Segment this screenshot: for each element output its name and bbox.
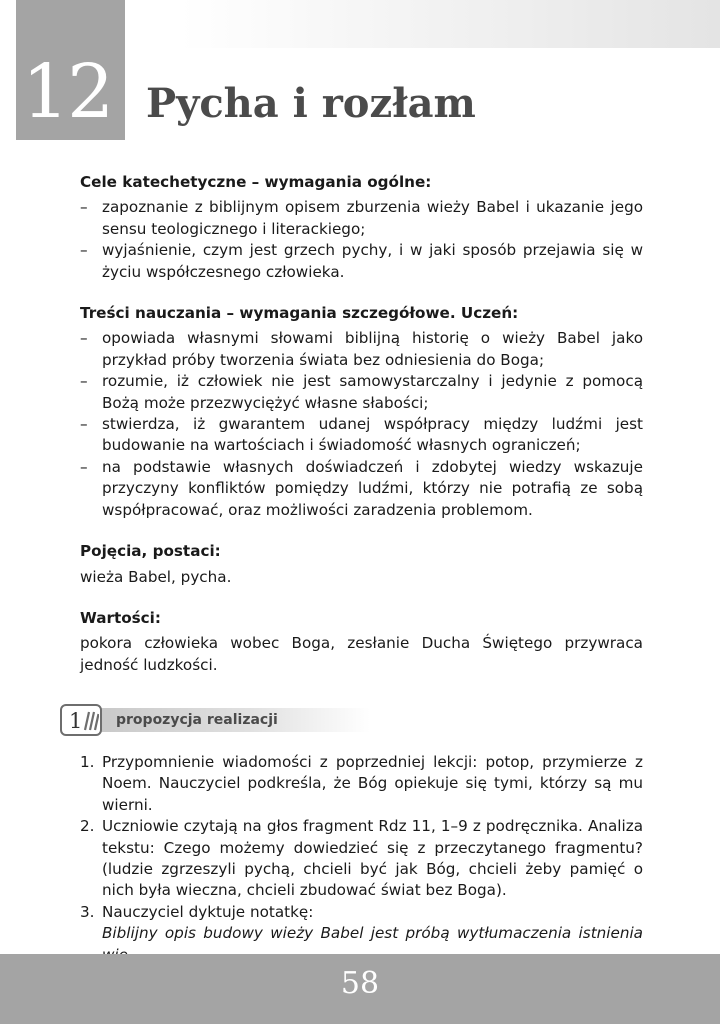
- list-item: – rozumie, iż człowiek nie jest samowystarczalny i jedynie z pomocą Bożą może przezwyciężyć własne słabości;: [80, 371, 643, 414]
- step-number: 1.: [80, 753, 95, 771]
- chapter-title: Pycha i rozłam: [146, 80, 476, 127]
- step-item: [80, 752, 643, 816]
- step-text: Przypomnienie wiadomości z poprzedniej lekcji: potop, przymierze z Noem. Nauczyciel podkreśla, że Bóg opiekuje się tymi, którzy są mu wierni.: [102, 753, 643, 814]
- note-text: Biblijny opis budowy wieży Babel jest próbą wytłumaczenia istnienia: [102, 924, 643, 943]
- steps-list: [80, 752, 643, 966]
- lesson-content: [80, 172, 643, 696]
- step-item: [80, 816, 643, 902]
- values-section: [80, 608, 643, 676]
- content-heading: Treści nauczania – wymagania szczegółowe. Uczeń:: [80, 304, 519, 323]
- content-list: [80, 328, 643, 521]
- goals-section: [80, 172, 643, 283]
- proposal-number: 1: [69, 709, 83, 733]
- chapter-number: 12: [22, 49, 113, 135]
- list-item: – opowiada własnymi słowami biblijną historię o wieży Babel jako przykład próby tworzenia świata bez odniesienia do Boga;: [80, 328, 643, 371]
- list-item: – na podstawie własnych doświadczeń i zdobytej wiedzy wskazuje przyczyny konfliktów pomiędzy ludźmi, którzy nie potrafią ze sobą współpracować, oraz możliwości zaradzenia problemom.: [80, 457, 643, 521]
- goals-heading: Cele katechetyczne – wymagania ogólne:: [80, 173, 432, 191]
- values-text: pokora człowieka wobec Boga, zesłanie Ducha Świętego przywraca jedność ludzkości.: [80, 634, 643, 674]
- list-item: – stwierdza, iż gwarantem udanej współpracy między ludźmi jest budowanie na wartościach i świadomość własnych ograniczeń;: [80, 414, 643, 457]
- list-item: – zapoznanie z biblijnym opisem zburzenia wieży Babel i ukazanie jego sensu teologicznego i literackiego;: [80, 197, 643, 240]
- values-heading: Wartości:: [80, 608, 161, 627]
- step-number: 3.: [80, 902, 95, 921]
- stripes-icon: [81, 710, 99, 732]
- content-section: [80, 303, 643, 521]
- goals-list: [80, 197, 643, 283]
- step-text: Uczniowie czytają na głos fragment Rdz 11, 1–9 z podręcznika. Analiza tekstu: Czego możemy dowiedzieć się z przeczytanego fragmentu? (ludzie zgrzeszyli pychą, chcieli być jak Bóg, chcieli żeby pamięć o nich była wieczna, chcieli zbudować świat bez Boga).: [102, 817, 643, 900]
- concepts-text: wieża Babel, pycha.: [80, 567, 232, 586]
- proposal-banner: [60, 704, 370, 736]
- proposal-label: propozycja realizacji: [116, 712, 278, 728]
- concepts-section: [80, 541, 643, 588]
- step-text: Nauczyciel dyktuje notatkę:: [102, 902, 314, 921]
- list-item: – wyjaśnienie, czym jest grzech pychy, i w jaki sposób przejawia się w życiu współczesnego człowieka.: [80, 240, 643, 283]
- page-number: 58: [340, 966, 380, 1001]
- step-number: 2.: [80, 817, 95, 836]
- proposal-badge: [60, 704, 102, 736]
- concepts-heading: Pojęcia, postaci:: [80, 542, 221, 561]
